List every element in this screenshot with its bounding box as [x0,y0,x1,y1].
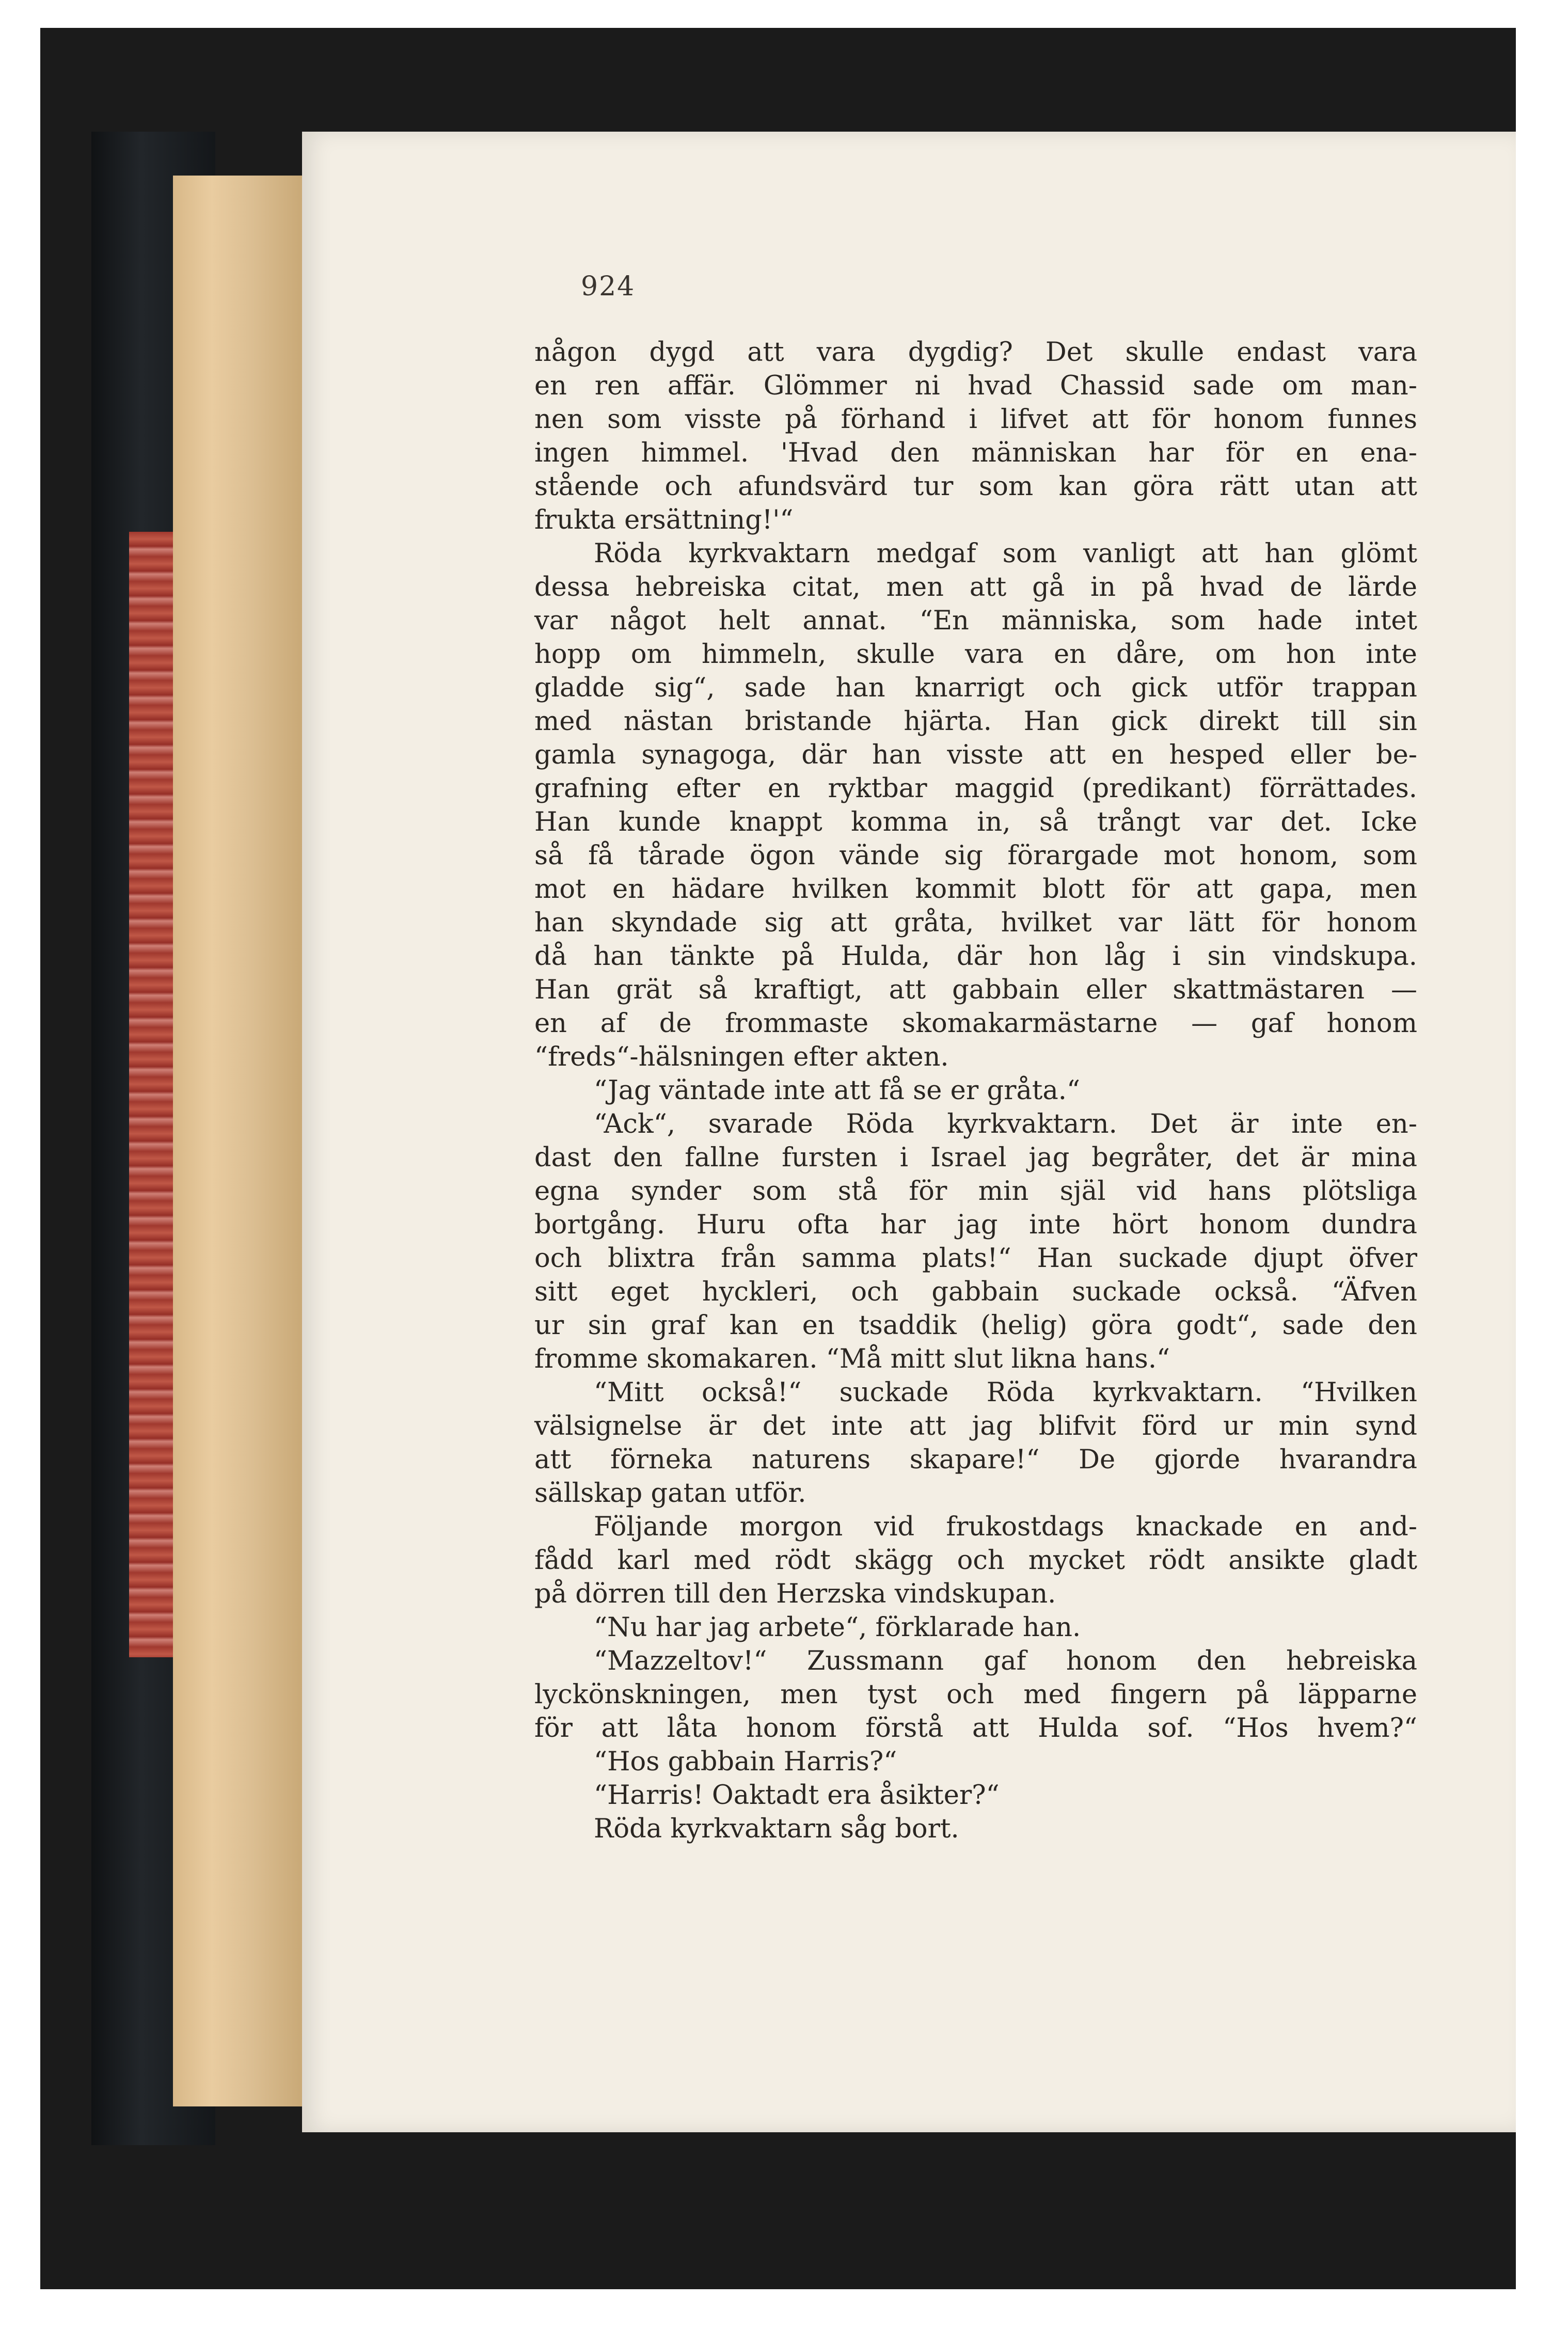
body-text [534,336,1417,1846]
text-line: fådd karl med rödt skägg och mycket rödt ansikte gladt [534,1545,1417,1576]
text-line: hopp om himmeln, skulle vara en dåre, om hon inte [534,639,1417,670]
text-line: “Nu har jag arbete“, förklarade han. [594,1612,1081,1643]
text-line: fromme skomakaren. “Må mitt slut likna hans.“ [534,1344,1170,1374]
text-line: “freds“-hälsningen efter akten. [534,1042,949,1072]
text-line: för att låta honom förstå att Hulda sof. “Hos hvem?“ [534,1713,1417,1743]
text-line: Han kunde knappt komma in, så trångt var det. Icke [534,807,1417,837]
text-line: ingen himmel. 'Hvad den människan har för en ena- [534,438,1417,468]
text-line: mot en hädare hvilken kommit blott för att gapa, men [534,874,1417,905]
text-line: Röda kyrkvaktarn såg bort. [594,1814,959,1844]
text-line: dast den fallne fursten i Israel jag begråter, det är mina [534,1143,1417,1173]
text-line: “Jag väntade inte att få se er gråta.“ [594,1075,1081,1106]
text-line: “Hos gabbain Harris?“ [594,1747,897,1777]
text-line: gladde sig“, sade han knarrigt och gick utför trappan [534,673,1417,703]
text-line: nen som visste på förhand i lifvet att för honom funnes [534,404,1417,435]
text-line: “Mitt också!“ suckade Röda kyrkvaktarn. “Hvilken [594,1377,1417,1408]
text-line: egna synder som stå för min själ vid hans plötsliga [534,1176,1417,1207]
text-line: då han tänkte på Hulda, där hon låg i sin vindskupa. [534,941,1417,972]
text-line: “Ack“, svarade Röda kyrkvaktarn. Det är inte en- [594,1109,1417,1139]
text-line: ur sin graf kan en tsaddik (helig) göra godt“, sade den [534,1310,1417,1341]
text-line: så få tårade ögon vände sig förargade mot honom, som [534,841,1417,871]
text-line: grafning efter en ryktbar maggid (predikant) förrättades. [534,773,1417,804]
text-line: på dörren till den Herzska vindskupan. [534,1579,1056,1609]
text-line: han skyndade sig att gråta, hvilket var lätt för honom [534,908,1417,938]
text-line: sitt eget hyckleri, och gabbain suckade också. “Äfven [534,1277,1417,1307]
text-line: lyckönskningen, men tyst och med fingern på läpparne [534,1679,1417,1710]
text-line: Röda kyrkvaktarn medgaf som vanligt att han glömt [594,538,1417,569]
page-edges [173,176,302,2106]
text-line: Han grät så kraftigt, att gabbain eller skattmästaren — [534,975,1417,1005]
text-line: stående och afundsvärd tur som kan göra rätt utan att [534,471,1417,502]
text-line: gamla synagoga, där han visste att en hesped eller be- [534,740,1417,770]
text-line: sällskap gatan utför. [534,1478,806,1509]
text-line: och blixtra från samma plats!“ Han suckade djupt öfver [534,1243,1417,1274]
text-line: Följande morgon vid frukostdags knackade en and- [594,1512,1417,1542]
text-line: bortgång. Huru ofta har jag inte hört honom dundra [534,1210,1417,1240]
text-line: frukta ersättning!'“ [534,505,794,535]
text-line: en ren affär. Glömmer ni hvad Chassid sade om man- [534,371,1417,401]
bookmark-ribbon [129,532,173,1657]
text-line: en af de frommaste skomakarmästarne — gaf honom [534,1008,1417,1039]
page-number: 924 [581,271,636,302]
text-line: välsignelse är det inte att jag blifvit förd ur min synd [534,1411,1417,1441]
text-line: någon dygd att vara dygdig? Det skulle endast vara [534,337,1417,368]
text-line: “Mazzeltov!“ Zussmann gaf honom den hebreiska [594,1646,1417,1676]
text-line: med nästan bristande hjärta. Han gick direkt till sin [534,706,1417,737]
text-line: dessa hebreiska citat, men att gå in på hvad de lärde [534,572,1417,603]
text-line: var något helt annat. “En människa, som hade intet [534,606,1417,636]
text-line: att förneka naturens skapare!“ De gjorde hvarandra [534,1445,1417,1475]
text-line: “Harris! Oaktadt era åsikter?“ [594,1780,1000,1811]
